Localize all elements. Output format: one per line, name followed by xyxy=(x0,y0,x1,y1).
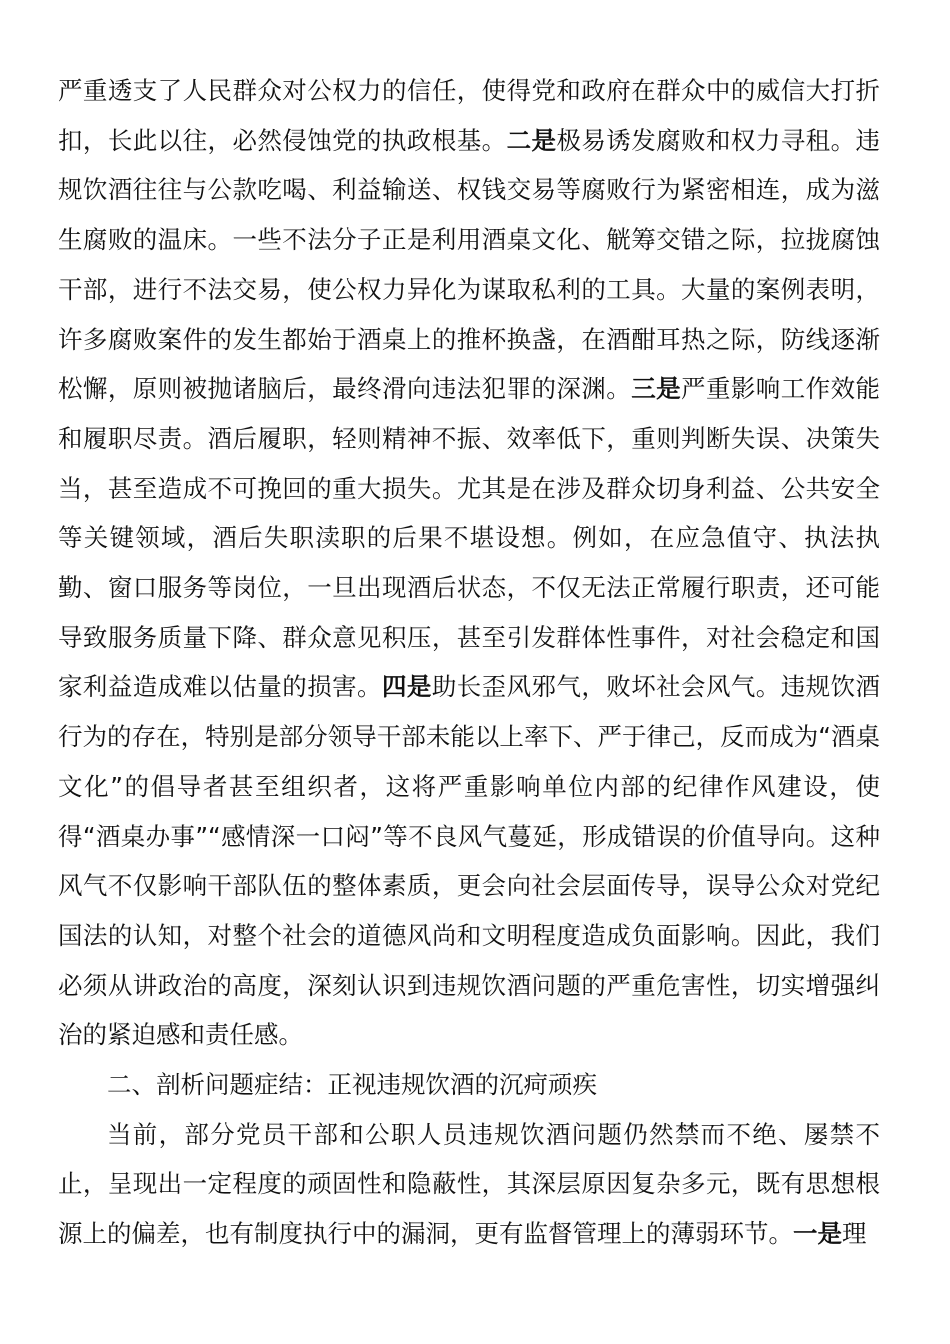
paragraph-text: 严重影响工作效能和履职尽责。酒后履职，轻则精神不振、效率低下，重则判断失误、决策失当，甚至造成不可挽回的重大损失。尤其是在涉及群众切身利益、公共安全等关键领域，酒后失职渎职的后果不堪设想。例如，在应急值守、执法执勤、窗口服务等岗位，一旦出现酒后状态，不仅无法正常履行职责，还可能导致服务质量下降、群众意见积压，甚至引发群体性事件，对社会稳定和国家利益造成难以估量的损害。 xyxy=(58,374,880,702)
point-marker-three: 三是 xyxy=(631,374,682,404)
paragraph-text: 理 xyxy=(842,1219,867,1249)
point-marker-one: 一是 xyxy=(793,1219,842,1249)
paragraph-text: 严重透支了人民群众对公权力的信任，使得党和政府在群众中的威信大打折扣，长此以往，必然侵蚀党的执政根基。 xyxy=(58,76,880,155)
paragraph-text: 当前，部分党员干部和公职人员违规饮酒问题仍然禁而不绝、屡禁不止，呈现出一定程度的顽固性和隐蔽性，其深层原因复杂多元，既有思想根源上的偏差，也有制度执行中的漏洞，更有监督管理上的薄弱环节。 xyxy=(58,1119,880,1249)
section-heading: 二、剖析问题症结：正视违规饮酒的沉疴顽疾 xyxy=(107,1070,597,1100)
document-page xyxy=(58,66,880,1259)
paragraph-text: 极易诱发腐败和权力寻租。违规饮酒往往与公款吃喝、利益输送、权钱交易等腐败行为紧密相连，成为滋生腐败的温床。一些不法分子正是利用酒桌文化、觥筹交错之际，拉拢腐蚀干部，进行不法交易，使公权力异化为谋取私利的工具。大量的案例表明，许多腐败案件的发生都始于酒桌上的推杯换盏，在酒酣耳热之际，防线逐渐松懈，原则被抛诸脑后，最终滑向违法犯罪的深渊。 xyxy=(58,125,880,404)
paragraph-text: 助长歪风邪气，败坏社会风气。违规饮酒行为的存在，特别是部分领导干部未能以上率下、严于律己，反而成为“酒桌文化”的倡导者甚至组织者，这将严重影响单位内部的纪律作风建设，使得“酒桌办事”“感情深一口闷”等不良风气蔓延，形成错误的价值导向。这种风气不仅影响干部队伍的整体素质，更会向社会层面传导，误导公众对党纪国法的认知，对整个社会的道德风尚和文明程度造成负面影响。因此，我们必须从讲政治的高度，深刻认识到违规饮酒问题的严重危害性，切实增强纠治的紧迫感和责任感。 xyxy=(58,672,880,1050)
body-paragraph-causes xyxy=(58,1110,880,1259)
point-marker-two: 二是 xyxy=(506,125,557,155)
point-marker-four: 四是 xyxy=(381,672,432,702)
body-paragraph-harms xyxy=(58,66,880,1060)
